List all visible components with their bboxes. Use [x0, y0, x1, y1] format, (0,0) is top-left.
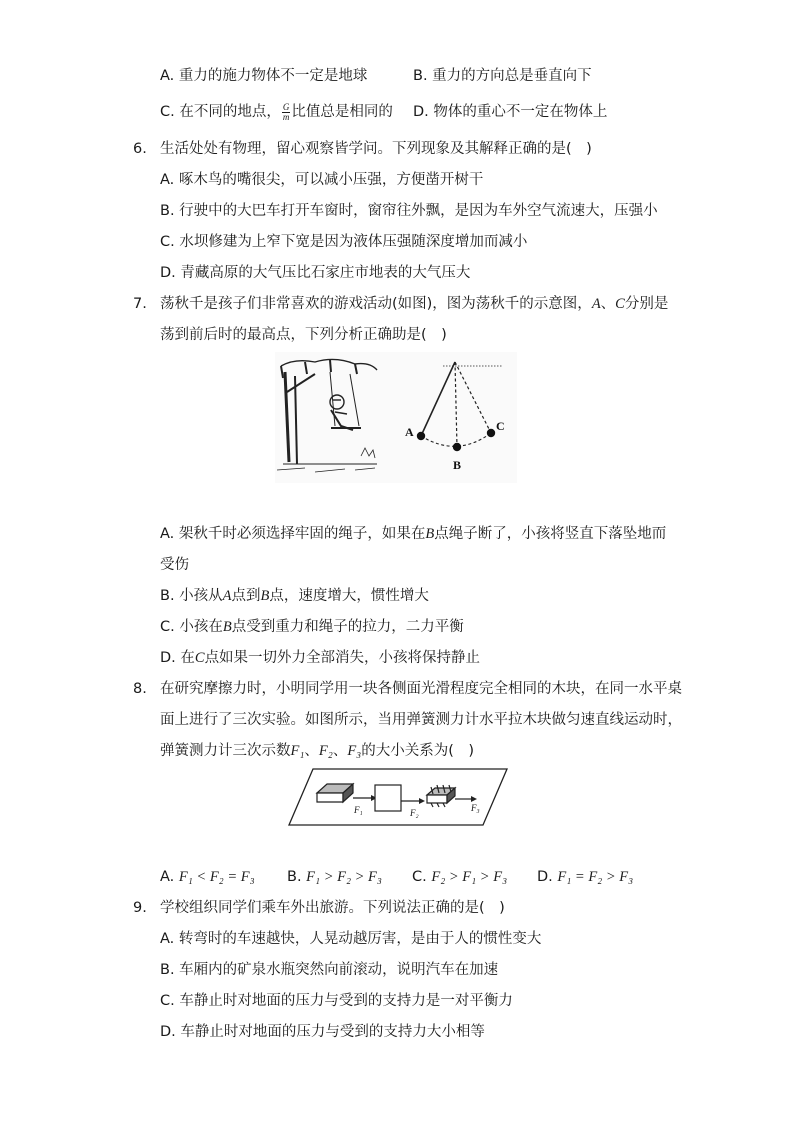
- q8-d-label: D.: [537, 869, 553, 885]
- q6-option-a: A. 啄木鸟的嘴很尖，可以减小压强，方便凿开树干: [160, 172, 484, 188]
- q7-b-text-mid: 点到: [231, 588, 261, 604]
- q7-c-text-end: 点受到重力和绳子的拉力，二力平衡: [231, 619, 464, 635]
- q6-number: 6.: [133, 141, 147, 157]
- q7-d-text: D. 在: [160, 650, 195, 666]
- q5-option-c-suffix: 比值总是相同的: [291, 104, 393, 120]
- q7-c-text: C. 小孩在: [160, 619, 223, 635]
- q7-stem-text: 荡秋千是孩子们非常喜欢的游戏活动(如图)，图为荡秋千的示意图，: [160, 296, 592, 312]
- q7-option-c: [160, 617, 464, 637]
- point-a-dot: [417, 432, 425, 440]
- q8-a-label: A.: [160, 869, 175, 885]
- q8-stem-line2: 面上进行了三次实验。如图所示，当用弹簧测力计水平拉木块做匀速直线运动时，: [160, 712, 682, 728]
- q7-figure-swing: [275, 352, 517, 483]
- point-c-label: C: [496, 419, 505, 433]
- q8-stem-sep2: 、: [332, 743, 348, 759]
- point-b-label: B: [453, 458, 462, 472]
- q7-d-point-c: C: [194, 650, 205, 666]
- q7-stem-point-a: A: [591, 296, 601, 312]
- q7-figure-svg: [275, 352, 517, 483]
- q7-stem-point-c: C: [615, 296, 625, 312]
- q5-option-c: [160, 102, 393, 122]
- pendulum-diagram: [405, 362, 505, 472]
- q8-stem-f2: F₂: [318, 743, 333, 759]
- q5-option-b: B. 重力的方向总是垂直向下: [413, 68, 592, 84]
- q8-option-b: [287, 867, 382, 887]
- q5-fraction-numerator: G: [282, 101, 290, 112]
- point-c-dot: [487, 429, 495, 437]
- q5-fraction: [282, 103, 291, 122]
- force-f1-label: F₁: [354, 805, 363, 815]
- q7-b-text: B. 小孩从: [160, 588, 223, 604]
- q8-option-d: [537, 867, 633, 887]
- swing-illustration: [277, 359, 377, 472]
- q8-b-label: B.: [287, 869, 302, 885]
- q6-stem: 生活处处有物理，留心观察皆学问。下列现象及其解释正确的是( ): [160, 141, 592, 157]
- force-f2-label: F₂: [410, 808, 419, 818]
- q8-d-expr: F₁ = F₂ > F₃: [557, 869, 634, 885]
- q8-number: 8.: [133, 681, 147, 697]
- q6-option-c: C. 水坝修建为上窄下宽是因为液体压强随深度增加而减小: [160, 234, 528, 250]
- q5-option-d: D. 物体的重心不一定在物体上: [413, 104, 608, 120]
- point-a-label: A: [405, 425, 414, 439]
- q8-stem-f3: F₃: [347, 743, 362, 759]
- q7-number: 7.: [133, 296, 147, 312]
- q7-b-point-a: A: [222, 588, 232, 604]
- q8-option-a: [160, 867, 255, 887]
- q9-option-d: D. 车静止时对地面的压力与受到的支持力大小相等: [160, 1024, 485, 1040]
- q8-option-c: [412, 867, 507, 887]
- q7-a-point-b: B: [425, 526, 435, 542]
- rope-to-b: [455, 362, 457, 447]
- q6-option-d: D. 青藏高原的大气压比石家庄市地表的大气压大: [160, 265, 471, 281]
- q9-option-b: B. 车厢内的矿泉水瓶突然向前滚动，说明汽车在加速: [160, 962, 499, 978]
- q8-a-expr: F₁ < F₂ = F₃: [178, 869, 255, 885]
- block-side: [375, 785, 401, 811]
- q8-stem-text-end: 的大小关系为( ): [361, 743, 475, 759]
- q7-option-b: [160, 586, 429, 606]
- q8-stem-sep1: 、: [304, 743, 319, 759]
- q9-number: 9.: [133, 900, 147, 916]
- q9-option-c: C. 车静止时对地面的压力与受到的支持力是一对平衡力: [160, 993, 513, 1009]
- rope-to-a: [421, 362, 455, 436]
- q5-option-a: A. 重力的施力物体不一定是地球: [160, 68, 368, 84]
- q9-option-a: A. 转弯时的车速越快，人晃动越厉害，是由于人的惯性变大: [160, 931, 542, 947]
- q7-option-a-line1: [160, 524, 666, 544]
- q7-stem-text-end: 分别是: [624, 296, 669, 312]
- q7-a-text-end: 点绳子断了，小孩将竖直下落坠地而: [434, 526, 667, 542]
- rope-to-c: [455, 362, 491, 433]
- q9-stem: 学校组织同学们乘车外出旅游。下列说法正确的是( ): [160, 900, 505, 916]
- q5-fraction-denominator: m: [282, 111, 290, 122]
- q7-a-text: A. 架秋千时必须选择牢固的绳子，如果在: [160, 526, 426, 542]
- q7-stem-line1: [160, 294, 668, 314]
- q5-option-c-prefix: C. 在不同的地点，: [160, 104, 281, 120]
- q8-c-label: C.: [412, 869, 427, 885]
- q8-figure-friction: [287, 767, 509, 829]
- q7-stem-sep: 、: [600, 296, 616, 312]
- q7-b-point-b: B: [260, 588, 270, 604]
- q7-c-point-b: B: [222, 619, 232, 635]
- q8-b-expr: F₁ > F₂ > F₃: [306, 869, 382, 885]
- q8-figure-svg: [287, 767, 509, 829]
- q7-b-text-end: 点，速度增大，惯性增大: [269, 588, 429, 604]
- force-f3-label: F₃: [471, 803, 480, 813]
- q7-option-d: [160, 648, 480, 668]
- q6-option-b: B. 行驶中的大巴车打开车窗时，窗帘往外飘，是因为车外空气流速大，压强小: [160, 203, 658, 219]
- q7-d-text-end: 点如果一切外力全部消失，小孩将保持静止: [204, 650, 481, 666]
- q8-stem-line3: [160, 741, 474, 761]
- q8-c-expr: F₂ > F₁ > F₃: [431, 869, 508, 885]
- q8-stem-text: 弹簧测力计三次示数: [160, 743, 291, 759]
- q8-stem-line1: 在研究摩擦力时，小明同学用一块各侧面光滑程度完全相同的木块，在同一水平桌: [160, 681, 682, 697]
- point-b-dot: [453, 443, 461, 451]
- q8-stem-f1: F₁: [290, 743, 305, 759]
- q7-stem-line2: 荡到前后时的最高点，下列分析正确助是( ): [160, 327, 447, 343]
- q7-option-a-line2: 受伤: [160, 557, 189, 573]
